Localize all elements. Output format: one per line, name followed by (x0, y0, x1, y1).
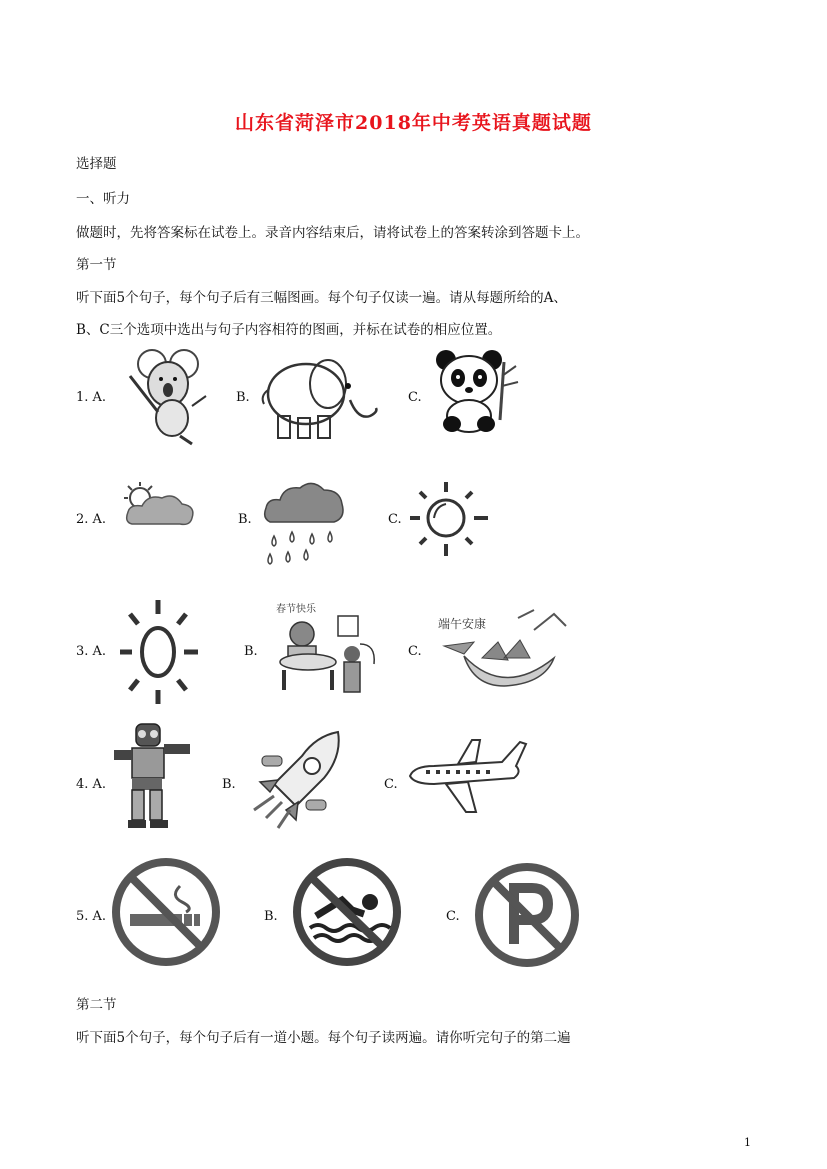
dragon-boat-text: 端午安康 (438, 617, 487, 631)
elephant-icon (258, 350, 383, 442)
option-c-label: C. (408, 390, 422, 405)
instruction: B、C三个选项中选出与句子内容相符的图画，并标在试卷的相应位置。 (76, 322, 502, 338)
spring-festival-text: 春节快乐 (276, 604, 316, 615)
rocket-icon (238, 726, 354, 836)
airplane-icon (406, 732, 528, 814)
sun-icon (118, 598, 200, 706)
instruction: 做题时，先将答案标在试卷上。录音内容结束后，请将试卷上的答案转涂到答题卡上。 (76, 225, 589, 241)
option-b-label: B. (238, 512, 252, 527)
no-smoking-icon (110, 856, 222, 968)
option-b-label: B. (244, 644, 258, 659)
instruction: 听下面5个句子，每个句子后有三幅图画。每个句子仅读一遍。请从每题所给的A、 (76, 290, 567, 306)
koala-icon (122, 346, 212, 446)
option-b-label: B. (236, 390, 250, 405)
option-c-label: C. (388, 512, 402, 527)
robot-icon (110, 722, 200, 832)
panda-icon (430, 346, 522, 436)
spring-festival-icon (268, 600, 380, 700)
no-parking-icon (472, 860, 582, 970)
option-c-label: C. (446, 909, 460, 924)
option-c-label: C. (384, 777, 398, 792)
cloudy-icon (122, 482, 198, 530)
dragon-boat-festival-icon (434, 606, 572, 696)
subsection-heading: 第二节 (76, 997, 117, 1013)
question-label: 3. A. (76, 644, 107, 659)
rain-icon (262, 478, 346, 566)
instruction: 听下面5个句子，每个句子后有一道小题。每个句子读两遍。请你听完句子的第二遍 (76, 1030, 571, 1046)
question-label: 4. A. (76, 777, 107, 792)
question-label: 5. A. (76, 909, 107, 924)
section-heading: 选择题 (76, 156, 117, 172)
no-swimming-icon (290, 856, 404, 968)
option-c-label: C. (408, 644, 422, 659)
part-heading: 一、听力 (76, 191, 130, 207)
page-number: 1 (744, 1136, 751, 1149)
page-title: 山东省菏泽市2018年中考英语真题试题 (235, 112, 592, 134)
subsection-heading: 第一节 (76, 257, 117, 273)
option-b-label: B. (222, 777, 236, 792)
sun-icon (408, 480, 490, 558)
option-b-label: B. (264, 909, 278, 924)
question-label: 2. A. (76, 512, 107, 527)
question-label: 1. A. (76, 390, 107, 405)
